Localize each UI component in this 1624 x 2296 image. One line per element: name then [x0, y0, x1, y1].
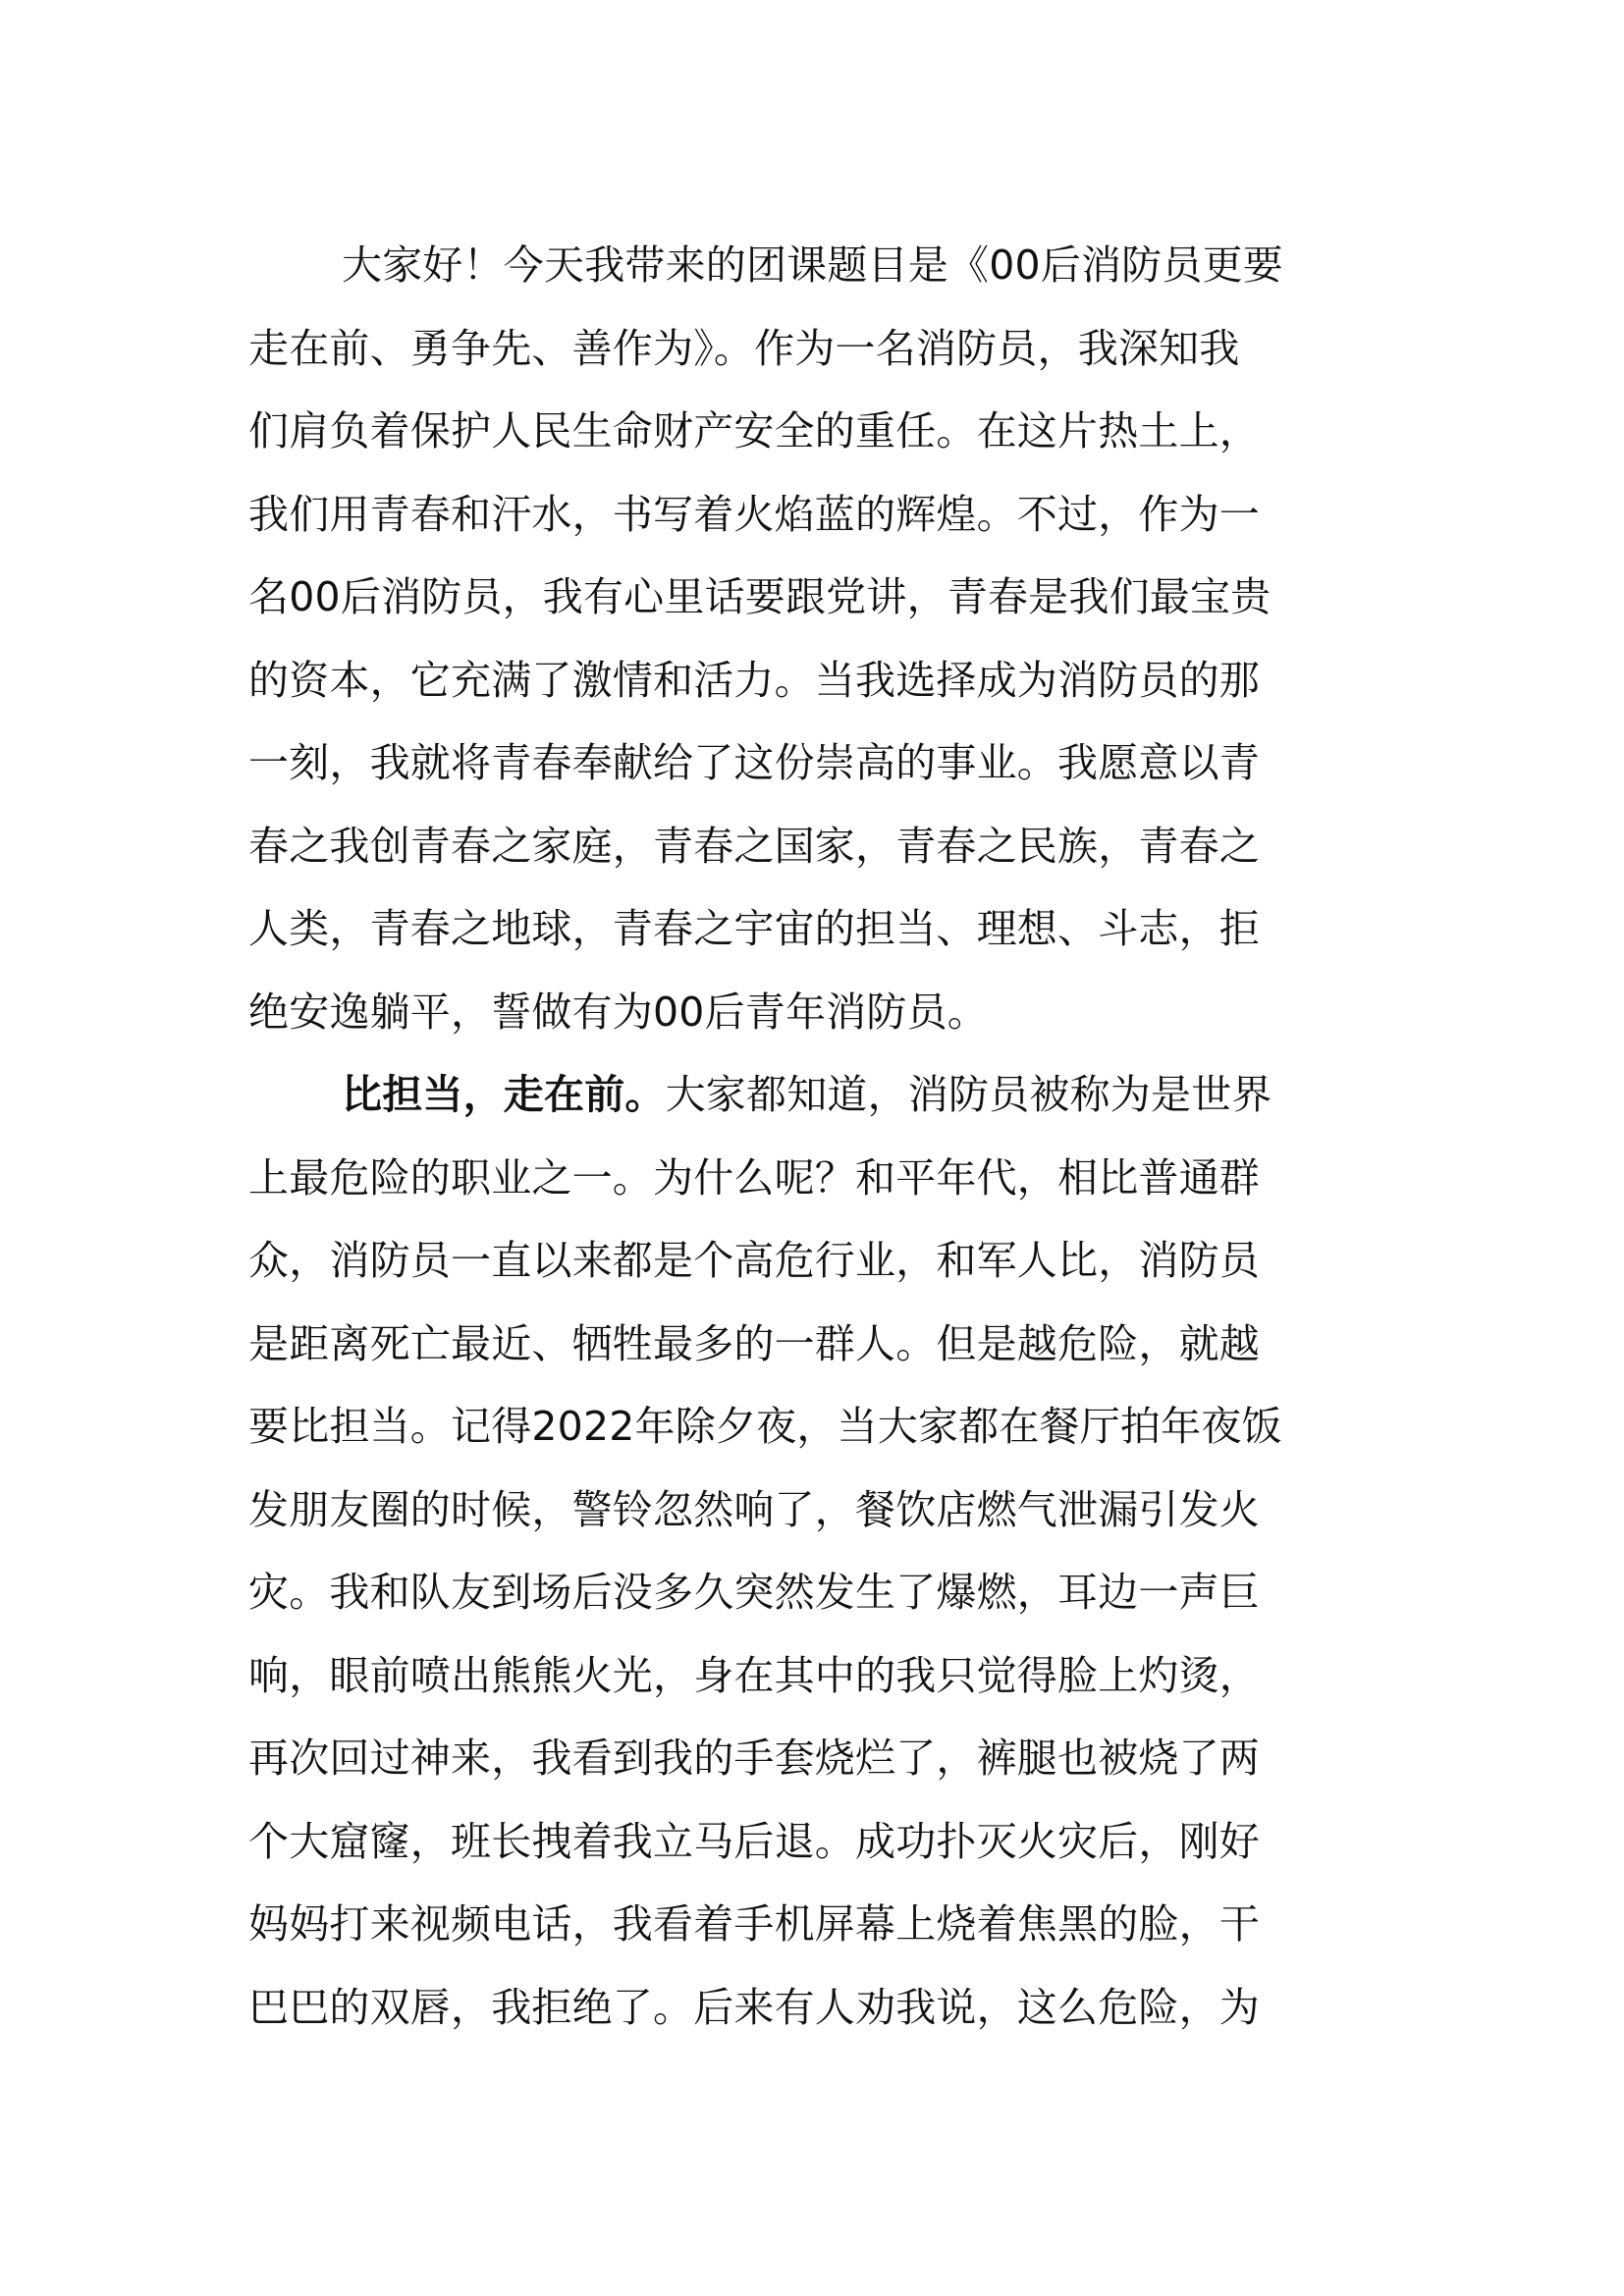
text-line: 人类，青春之地球，青春之宇宙的担当、理想、斗志，拒 [248, 905, 1260, 952]
text-line: 众，消防员一直以来都是个高危行业，和军人比，消防员 [248, 1237, 1260, 1284]
text-line: 发朋友圈的时候，警铃忽然响了，餐饮店燃气泄漏引发火 [248, 1485, 1260, 1533]
section-heading: 比担当，走在前。 [342, 1071, 666, 1118]
text-line: 们肩负着保护人民生命财产安全的重任。在这片热土上， [248, 407, 1260, 454]
text-line: 巴巴的双唇，我拒绝了。后来有人劝我说，这么危险，为 [248, 1983, 1260, 2031]
text-line: 走在前、勇争先、善作为》。作为一名消防员，我深知我 [248, 324, 1240, 372]
paragraph-responsibility [248, 1053, 1385, 2049]
text-line: 我们用青春和汗水，书写着火焰蓝的辉煌。不过，作为一 [248, 490, 1260, 538]
text-span: 大家都知道，消防员被称为是世界 [665, 1071, 1272, 1118]
text-line: 是距离死亡最近、牺牲最多的一群人。但是越危险，就越 [248, 1319, 1260, 1367]
text-line [248, 1053, 1385, 1137]
text-line: 一刻，我就将青春奉献给了这份崇高的事业。我愿意以青 [248, 739, 1260, 786]
text-line: 再次回过神来，我看到我的手套烧烂了，裤腿也被烧了两 [248, 1735, 1260, 1782]
text-line: 大家好！今天我带来的团课题目是《00后消防员更要 [342, 241, 1283, 289]
document-body [248, 224, 1385, 2049]
text-line: 上最危险的职业之一。为什么呢？和平年代，相比普通群 [248, 1153, 1260, 1201]
text-line: 的资本，它充满了激情和活力。当我选择成为消防员的那 [248, 656, 1260, 704]
text-line: 灾。我和队友到场后没多久突然发生了爆燃，耳边一声巨 [248, 1569, 1260, 1616]
text-line: 要比担当。记得2022年除夕夜，当大家都在餐厅拍年夜饭 [248, 1403, 1282, 1450]
text-line: 个大窟窿，班长拽着我立马后退。成功扑灭火灾后，刚好 [248, 1817, 1260, 1865]
text-line: 响，眼前喷出熊熊火光，身在其中的我只觉得脸上灼烫， [248, 1651, 1260, 1699]
text-line: 妈妈打来视频电话，我看着手机屏幕上烧着焦黑的脸，干 [248, 1900, 1260, 1948]
text-line: 名00后消防员，我有心里话要跟党讲，青春是我们最宝贵 [248, 573, 1272, 620]
text-line: 绝安逸躺平，誓做有为00后青年消防员。 [248, 988, 988, 1036]
paragraph-intro [248, 224, 1385, 1053]
text-line: 春之我创青春之家庭，青春之国家，青春之民族，青春之 [248, 822, 1260, 870]
